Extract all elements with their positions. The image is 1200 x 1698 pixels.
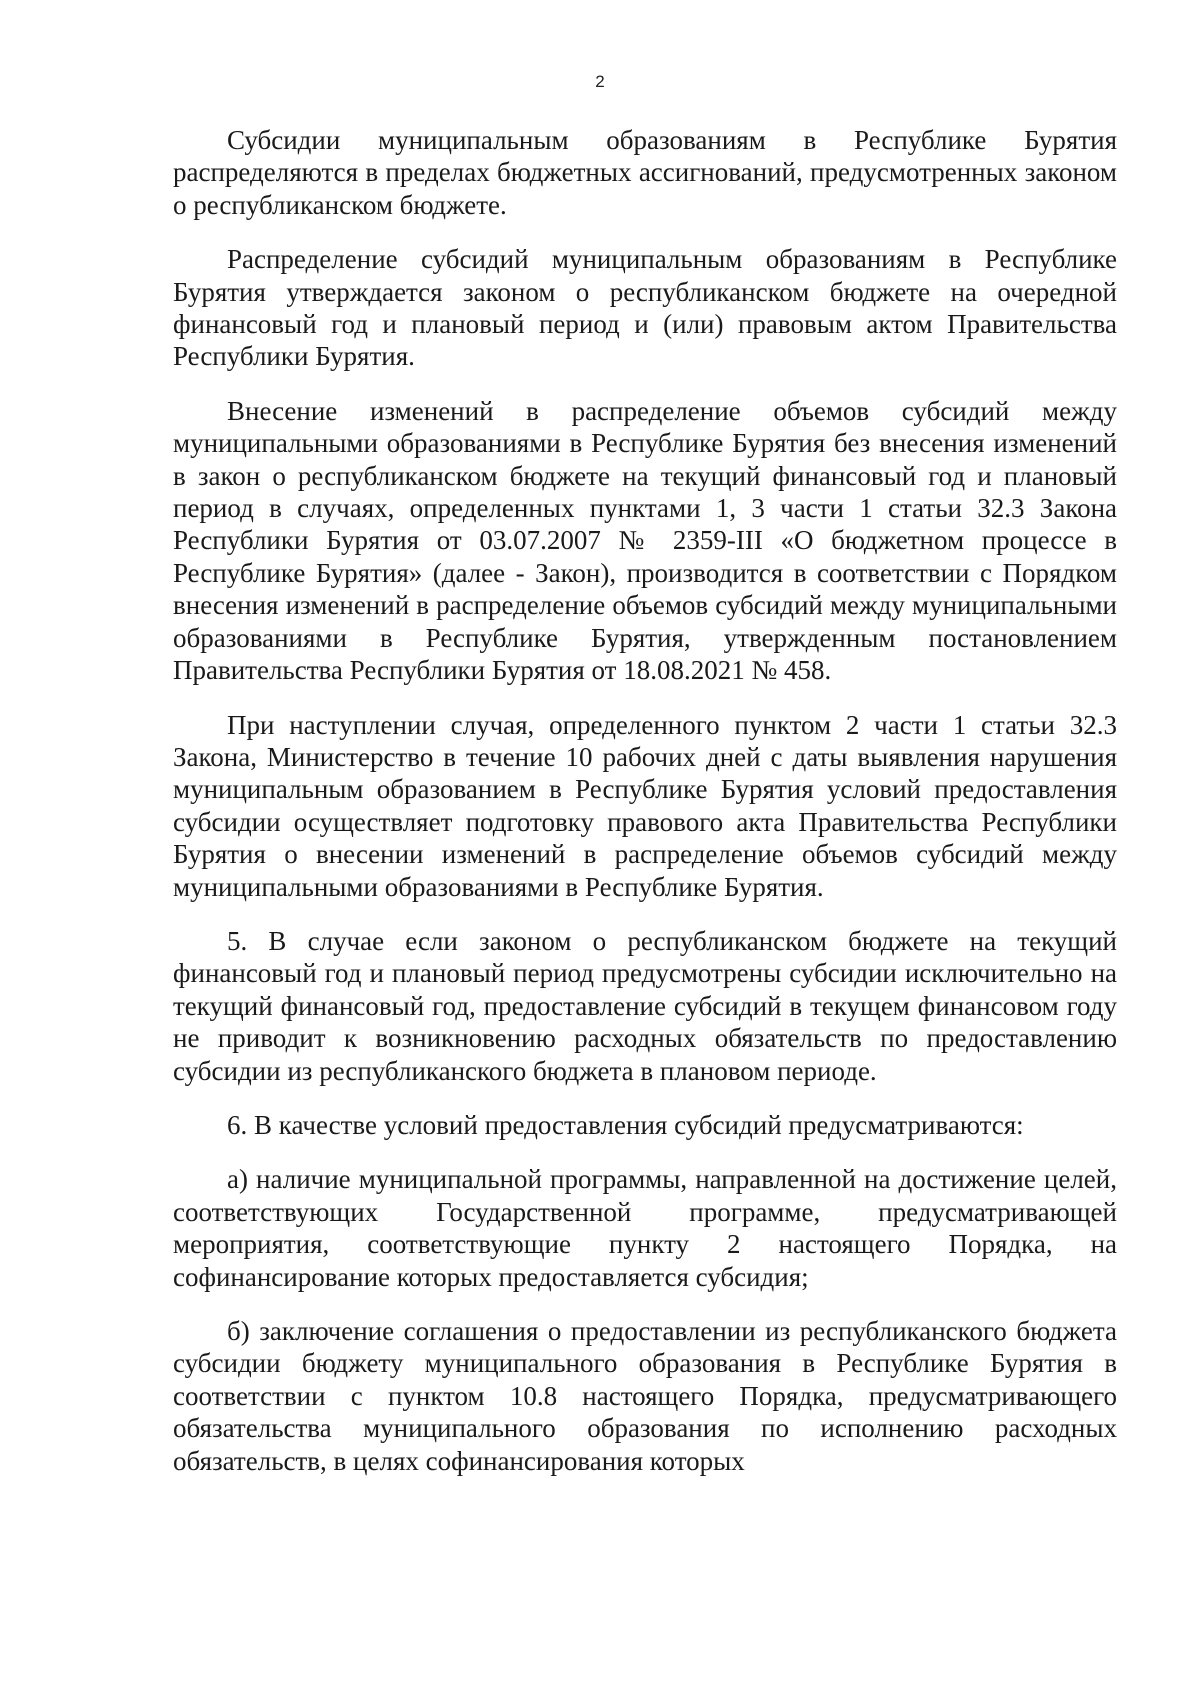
paragraph-subsidy-distribution: Субсидии муниципальным образованиям в Республике Бурятия распределяются в пределах бюджетных ассигнований, предусмотренных законом о республиканском бюджете. [173,125,1117,220]
paragraph-violation-case: При наступлении случая, определенного пунктом 2 части 1 статьи 32.3 Закона, Министерство в течение 10 рабочих дней с даты выявления нарушения муниципальным образованием в Республике Бурятия условий предоставления субсидии осуществляет подготовку правового акта Правительства Республики Бурятия о внесении изменений в распределение объемов субсидий между муниципальными образованиями в Республике Бурятия. [173,709,1117,902]
paragraph-distribution-approval: Распределение субсидий муниципальным образованиям в Республике Бурятия утверждается законом о республиканском бюджете на очередной финансовый год и плановый период и (или) правовым актом Правительства Республики Бурятия. [173,244,1117,372]
document-body [173,124,1117,1477]
paragraph-subitem-b: б) заключение соглашения о предоставлении из республиканского бюджета субсидии бюджету муниципального образования в Республике Бурятия в соответствии с пунктом 10.8 настоящего Порядка, предусматривающего обязательства муниципального образования по исполнению расходных обязательств, в целях софинансирования которых [173,1316,1117,1476]
paragraph-subitem-a: а) наличие муниципальной программы, направленной на достижение целей, соответствующих Государственной программе, предусматривающей мероприятия, соответствующие пункту 2 настоящего Порядка, на софинансирование которых предоставляется субсидия; [173,1164,1117,1292]
paragraph-distribution-changes: Внесение изменений в распределение объемов субсидий между муниципальными образованиями в Республике Бурятия без внесения изменений в закон о республиканском бюджете на текущий финансовый год и плановый период в случаях, определенных пунктами 1, 3 части 1 статьи 32.3 Закона Республики Бурятия от 03.07.2007 № 2359-III «О бюджетном процессе в Республике Бурятия» (далее - Закон), производится в соответствии с Порядком внесения изменений в распределение объемов субсидий между муниципальными образованиями в Республике Бурятия, утвержденным постановлением Правительства Республики Бурятия от 18.08.2021 № 458. [173,395,1117,686]
paragraph-item-6: 6. В качестве условий предоставления субсидий предусматриваются: [227,1109,1024,1140]
paragraph-item-5: 5. В случае если законом о республиканском бюджете на текущий финансовый год и плановый период предусмотрены субсидии исключительно на текущий финансовый год, предоставление субсидий в текущем финансовом году не приводит к возникновению расходных обязательств по предоставлению субсидии из республиканского бюджета в плановом периоде. [173,925,1117,1086]
page-number: 2 [595,72,605,91]
